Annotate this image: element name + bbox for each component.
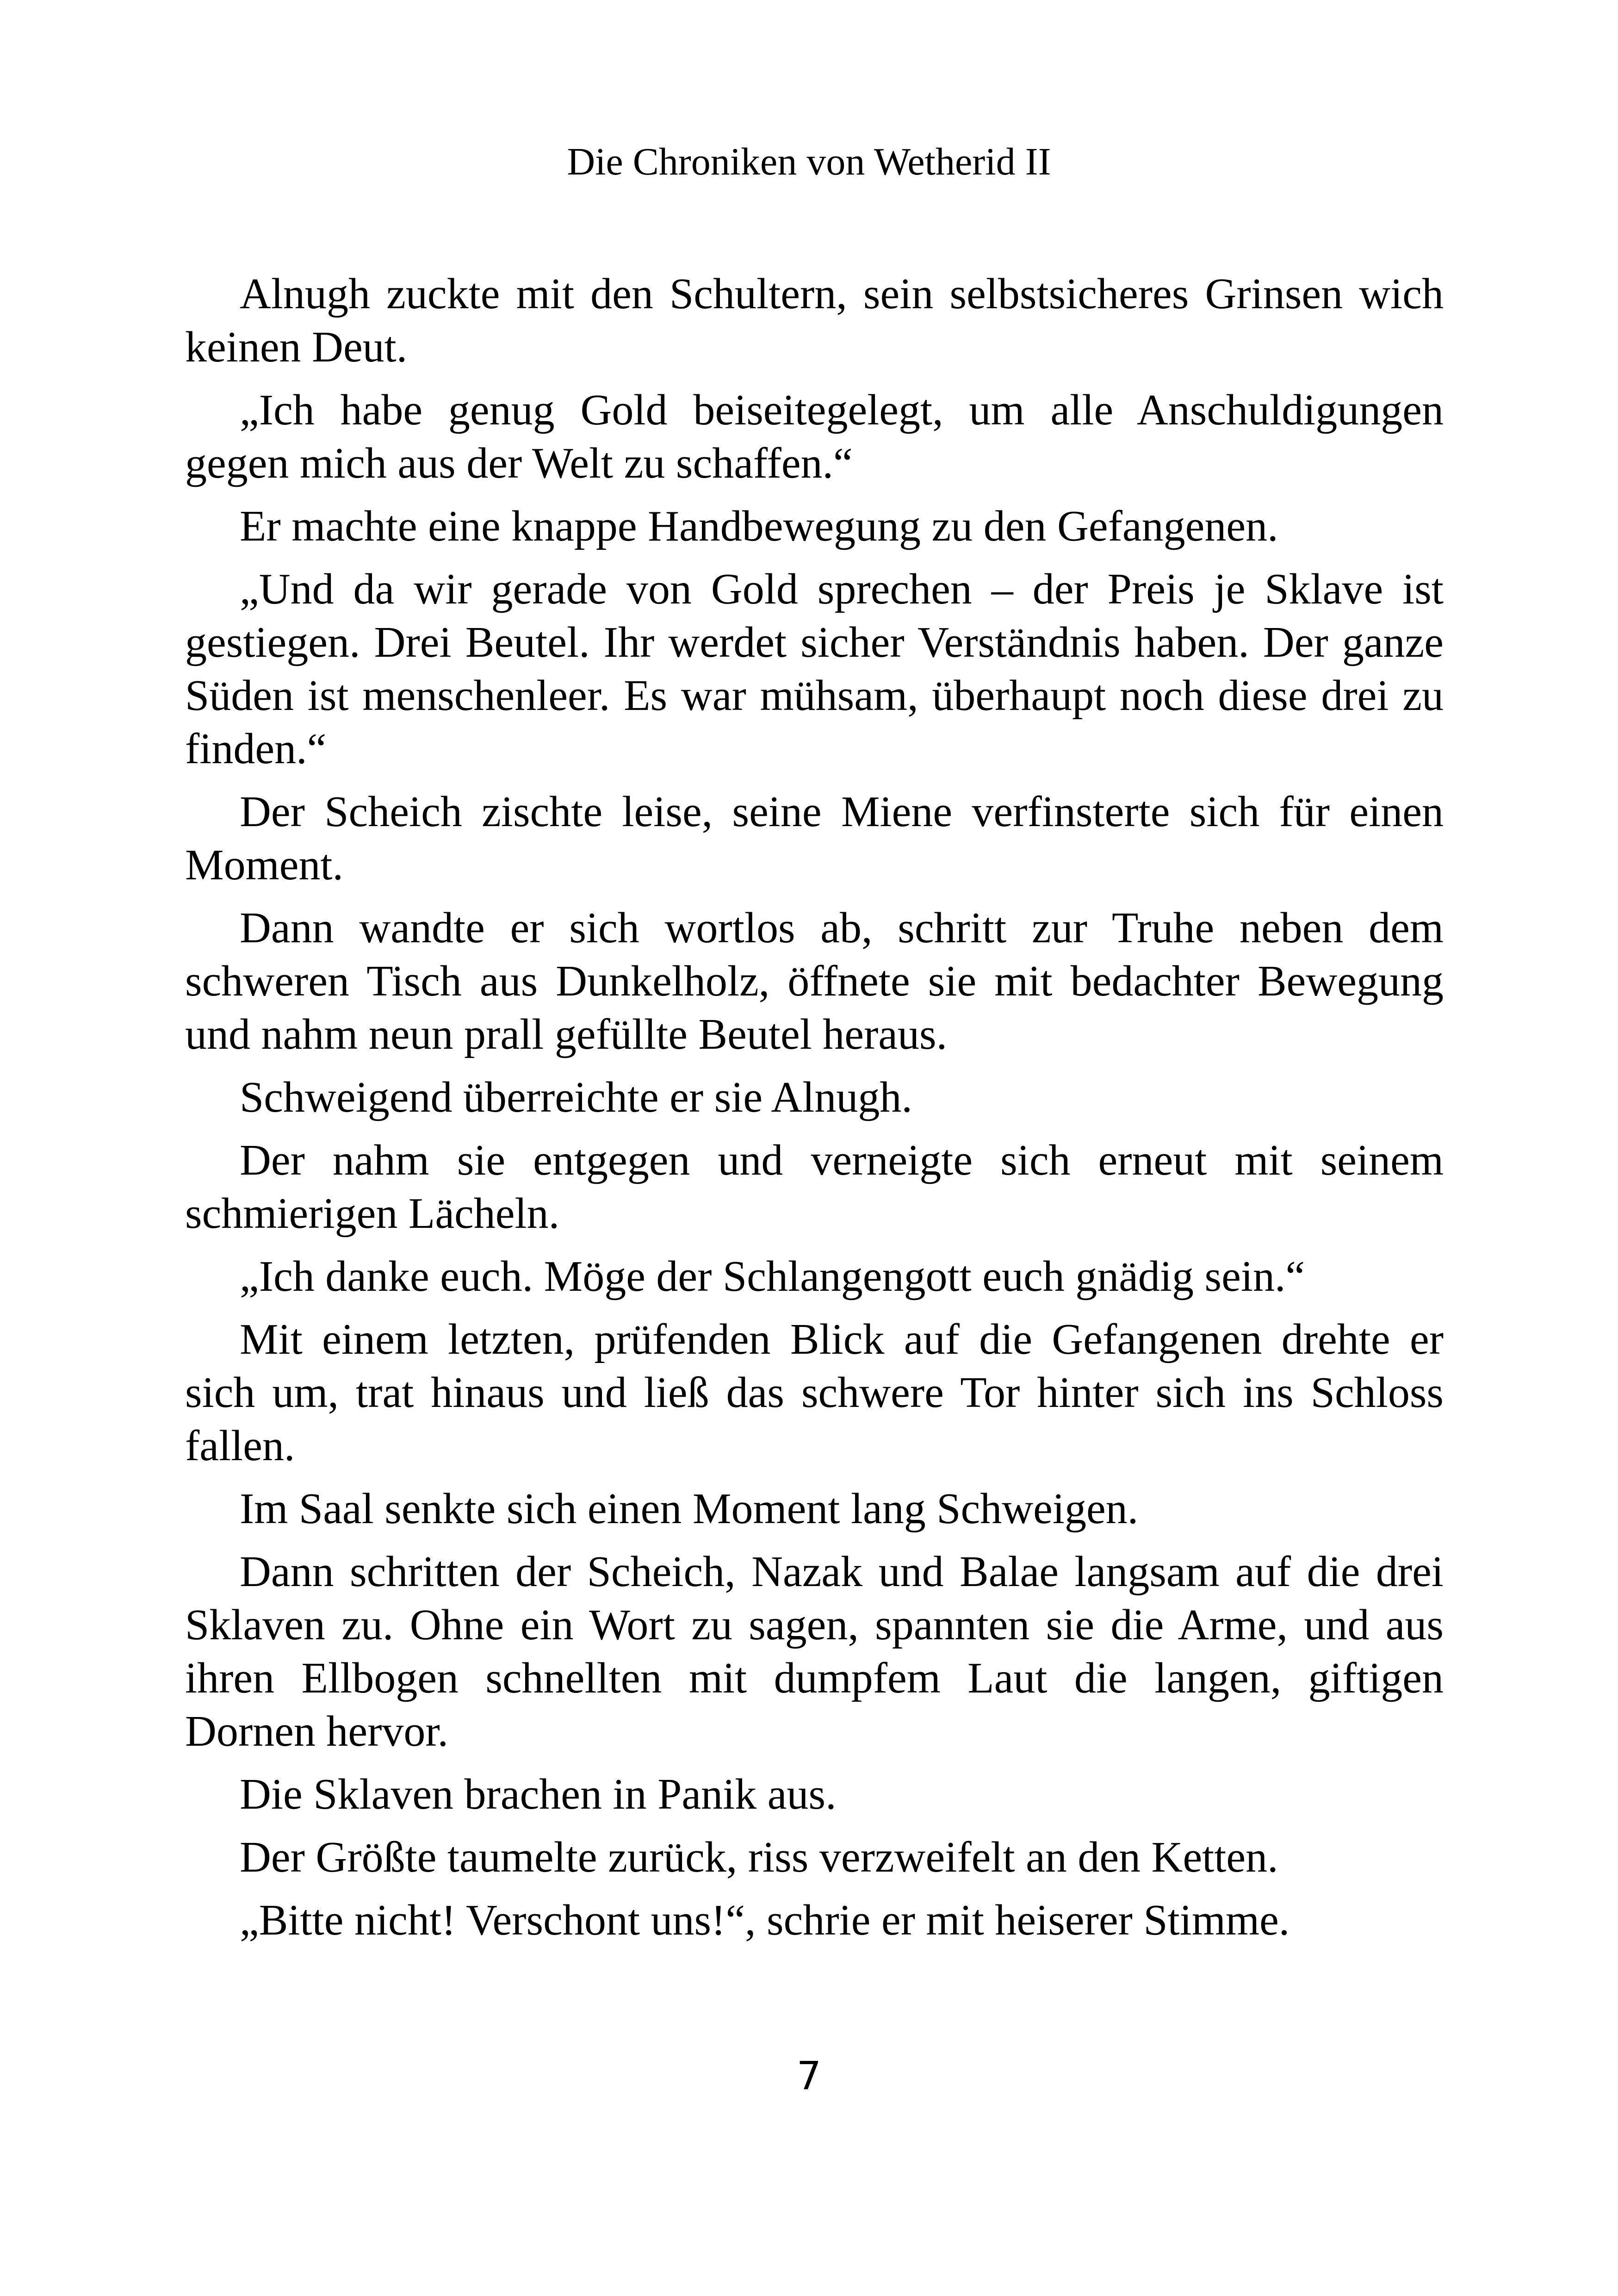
paragraph: Mit einem letzten, prüfenden Blick auf die Gefangenen drehte er sich um, trat hinaus und ließ das schwere Tor hinter sich ins Schloss fallen. xyxy=(185,1315,1444,1470)
paragraph: Dann schritten der Scheich, Nazak und Balae langsam auf die drei Sklaven zu. Ohne ein Wort zu sagen, spannten sie die Arme, und aus ihren Ellbogen schnellten mit dumpfem Laut die langen, giftigen Dornen hervor. xyxy=(185,1548,1444,1755)
paragraph: Die Sklaven brachen in Panik aus. xyxy=(240,1770,837,1818)
paragraph: „Bitte nicht! Verschont uns!“, schrie er mit heiserer Stimme. xyxy=(240,1896,1290,1944)
paragraph: Alnugh zuckte mit den Schultern, sein selbstsicheres Grinsen wich keinen Deut. xyxy=(185,270,1444,371)
paragraph: Der Scheich zischte leise, seine Miene verfinsterte sich für einen Moment. xyxy=(185,788,1444,889)
paragraph: „Ich habe genug Gold beiseitegelegt, um alle Anschuldigungen gegen mich aus der Welt zu schaffen.“ xyxy=(185,386,1444,487)
paragraph: Schweigend überreichte er sie Alnugh. xyxy=(240,1073,912,1121)
paragraph: Der nahm sie entgegen und verneigte sich erneut mit seinem schmierigen Lächeln. xyxy=(185,1136,1444,1238)
paragraph: Im Saal senkte sich einen Moment lang Schweigen. xyxy=(240,1485,1139,1533)
paragraph: Dann wandte er sich wortlos ab, schritt zur Truhe neben dem schweren Tisch aus Dunkelholz, öffnete sie mit bedachter Bewegung und nahm neun prall gefüllte Beutel heraus. xyxy=(185,904,1444,1058)
page-number: 7 xyxy=(796,2053,822,2098)
paragraph: „Ich danke euch. Möge der Schlangengott euch gnädig sein.“ xyxy=(240,1252,1305,1300)
paragraph: „Und da wir gerade von Gold sprechen – der Preis je Sklave ist gestiegen. Drei Beutel. Ihr werdet sicher Verständnis haben. Der ganze Süden ist menschenleer. Es war mühsam, überhaupt noch diese drei zu finden.“ xyxy=(185,565,1444,773)
running-title: Die Chroniken von Wetherid II xyxy=(567,140,1051,183)
paragraph: Er machte eine knappe Handbewegung zu den Gefangenen. xyxy=(240,502,1278,550)
body-text xyxy=(185,268,1444,1957)
paragraph: Der Größte taumelte zurück, riss verzweifelt an den Ketten. xyxy=(240,1833,1278,1881)
